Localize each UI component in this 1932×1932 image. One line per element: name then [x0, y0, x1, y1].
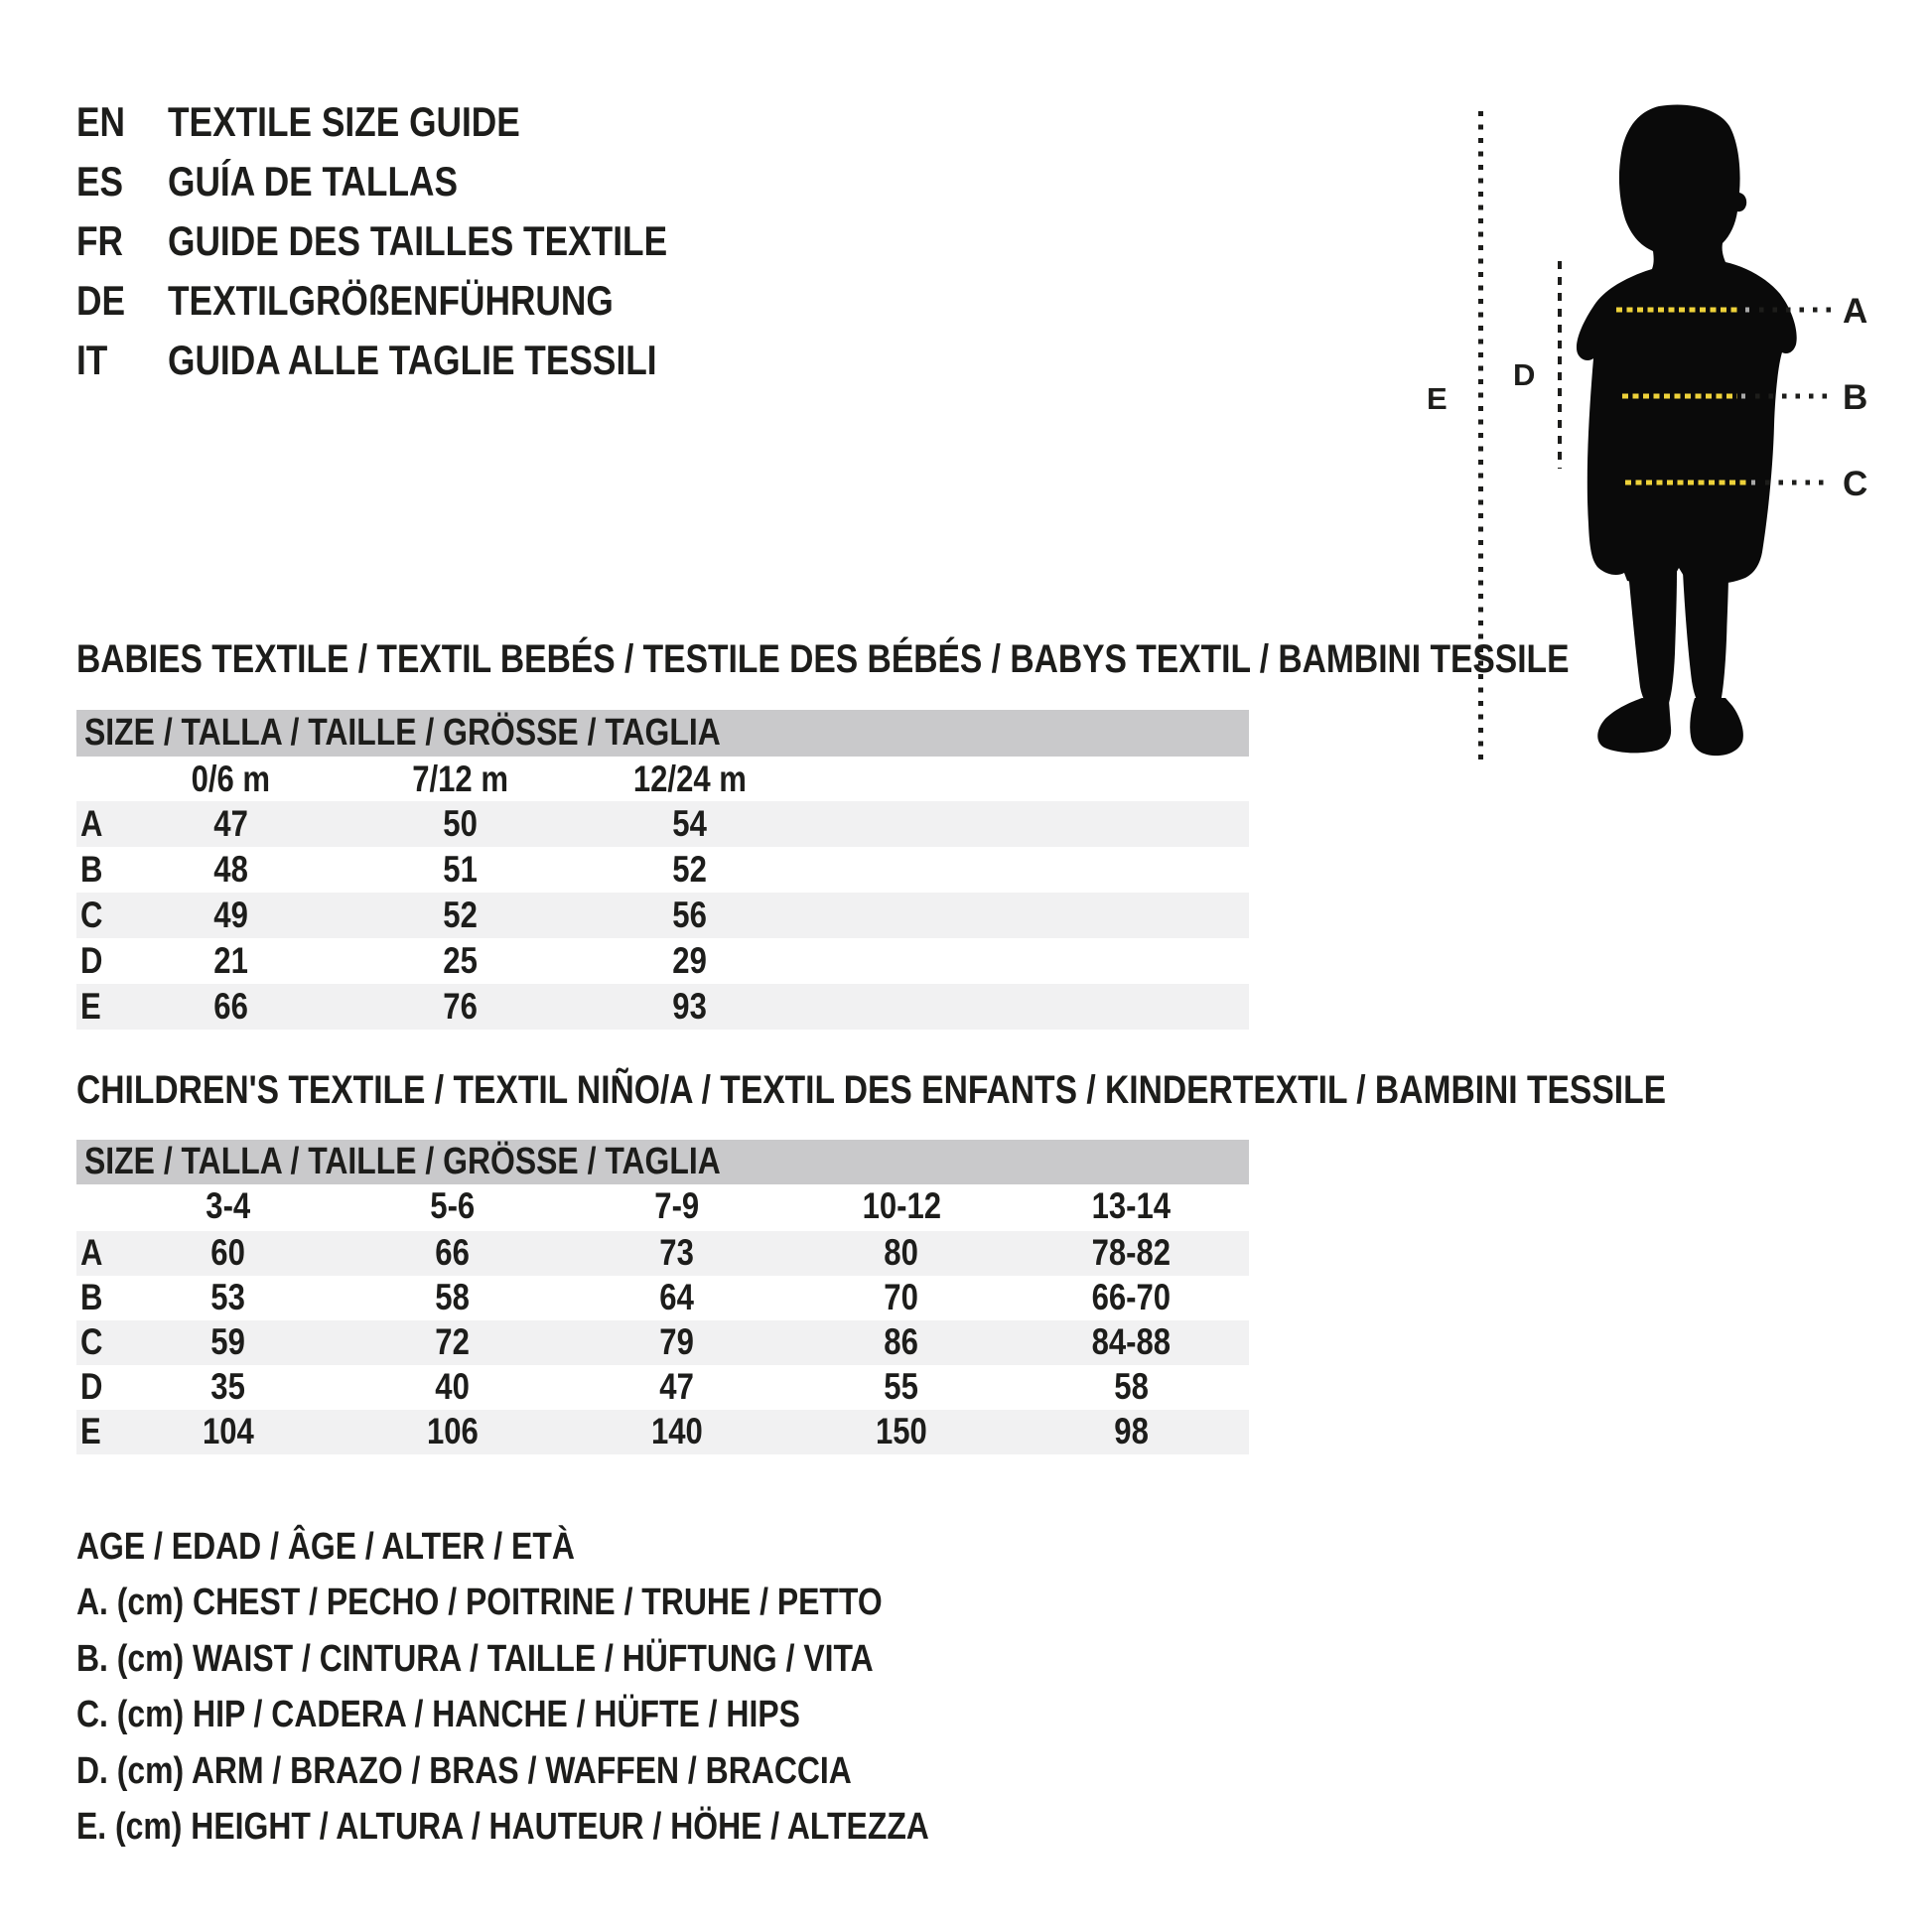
language-row-de — [76, 271, 762, 331]
table-cell: 72 — [435, 1320, 471, 1362]
table-cell: 40 — [435, 1365, 471, 1407]
children-column-header: 7-9 — [654, 1185, 700, 1227]
children-size-header-text: SIZE / TALLA / TAILLE / GRÖSSE / TAGLIA — [84, 1141, 721, 1182]
page-title-fr: GUIDE DES TAILLES TEXTILE — [168, 217, 668, 264]
babies-size-header-bar — [76, 710, 1249, 757]
measure-label-c: C — [1843, 465, 1868, 503]
babies-section-heading — [76, 637, 1854, 682]
row-label: A — [80, 1231, 103, 1273]
language-code-it: IT — [76, 337, 108, 383]
row-label: E — [80, 986, 101, 1027]
row-label: D — [80, 940, 103, 981]
table-cell: 54 — [672, 803, 707, 844]
table-cell: 52 — [443, 895, 478, 935]
page-title-es: GUÍA DE TALLAS — [168, 158, 459, 205]
measure-label-e: E — [1427, 381, 1448, 416]
babies-table-row-a — [76, 801, 1249, 847]
language-row-it — [76, 331, 762, 390]
babies-table-row-b — [76, 847, 1249, 893]
table-cell: 58 — [435, 1276, 471, 1317]
table-cell: 106 — [427, 1410, 479, 1451]
babies-table-row-d — [76, 938, 1249, 984]
table-cell: 53 — [210, 1276, 246, 1317]
row-label: B — [80, 1276, 103, 1317]
table-cell: 66 — [435, 1231, 471, 1273]
legend-line-age: AGE / EDAD / ÂGE / ALTER / ETÀ — [76, 1525, 575, 1568]
children-column-header: 5-6 — [430, 1185, 476, 1227]
babies-table-row-c — [76, 893, 1249, 938]
table-cell: 55 — [884, 1365, 919, 1407]
table-cell: 35 — [210, 1365, 246, 1407]
language-code-es: ES — [76, 158, 124, 205]
table-cell: 21 — [213, 940, 248, 981]
table-cell: 93 — [672, 986, 707, 1027]
children-table-row-d — [76, 1365, 1249, 1410]
table-cell: 56 — [672, 895, 707, 935]
row-label: B — [80, 849, 103, 890]
children-table-row-e — [76, 1410, 1249, 1454]
page-title-it: GUIDA ALLE TAGLIE TESSILI — [168, 337, 657, 383]
measure-label-a: A — [1843, 292, 1868, 331]
table-cell: 47 — [213, 803, 248, 844]
legend-line-hip: C. (cm) HIP / CADERA / HANCHE / HÜFTE / HIPS — [76, 1694, 800, 1736]
language-title-block — [76, 92, 762, 390]
language-code-fr: FR — [76, 217, 124, 264]
measure-label-d: D — [1513, 357, 1536, 392]
table-cell: 76 — [443, 986, 478, 1027]
table-cell: 60 — [210, 1231, 246, 1273]
table-cell: 64 — [659, 1276, 695, 1317]
table-cell: 79 — [659, 1320, 695, 1362]
row-label: C — [80, 895, 103, 935]
babies-column-header: 0/6 m — [191, 758, 271, 799]
table-cell: 50 — [443, 803, 478, 844]
babies-column-header-row — [76, 757, 1249, 801]
children-section-heading — [76, 1068, 1932, 1113]
table-cell: 48 — [213, 849, 248, 890]
measurement-legend — [76, 1519, 1091, 1856]
table-cell: 51 — [443, 849, 478, 890]
children-column-header-row — [76, 1184, 1249, 1231]
legend-line-arm: D. (cm) ARM / BRAZO / BRAS / WAFFEN / BRACCIA — [76, 1749, 852, 1792]
table-cell: 52 — [672, 849, 707, 890]
table-cell: 80 — [884, 1231, 919, 1273]
babies-column-header: 7/12 m — [412, 758, 508, 799]
table-cell: 78-82 — [1091, 1231, 1172, 1273]
babies-size-header-text: SIZE / TALLA / TAILLE / GRÖSSE / TAGLIA — [84, 712, 721, 754]
children-table-row-a — [76, 1231, 1249, 1276]
page-title-de: TEXTILGRÖßENFÜHRUNG — [168, 277, 614, 324]
table-cell: 84-88 — [1091, 1320, 1172, 1362]
table-cell: 49 — [213, 895, 248, 935]
babies-size-table — [76, 710, 1249, 1030]
babies-section-heading-text: BABIES TEXTILE / TEXTIL BEBÉS / TESTILE DES BÉBÉS / BABYS TEXTIL / BAMBINI TESSILE — [76, 637, 1570, 681]
legend-line-waist: B. (cm) WAIST / CINTURA / TAILLE / HÜFTUNG / VITA — [76, 1637, 874, 1680]
children-column-header: 10-12 — [862, 1185, 941, 1227]
children-section-heading-text: CHILDREN'S TEXTILE / TEXTIL NIÑO/A / TEXTIL DES ENFANTS / KINDERTEXTIL / BAMBINI TESSILE — [76, 1068, 1667, 1112]
language-row-en — [76, 92, 762, 152]
children-size-header-bar — [76, 1140, 1249, 1184]
babies-table-row-e — [76, 984, 1249, 1030]
legend-line-chest: A. (cm) CHEST / PECHO / POITRINE / TRUHE / PETTO — [76, 1582, 883, 1624]
children-size-table — [76, 1140, 1249, 1454]
measure-label-b: B — [1843, 378, 1868, 417]
table-cell: 66-70 — [1091, 1276, 1172, 1317]
table-cell: 59 — [210, 1320, 246, 1362]
table-cell: 73 — [659, 1231, 695, 1273]
language-code-en: EN — [76, 98, 126, 145]
children-column-header: 13-14 — [1091, 1185, 1172, 1227]
table-cell: 140 — [651, 1410, 703, 1451]
table-cell: 47 — [659, 1365, 695, 1407]
children-table-row-c — [76, 1320, 1249, 1365]
row-label: E — [80, 1410, 101, 1451]
language-code-de: DE — [76, 277, 126, 324]
children-column-header: 3-4 — [206, 1185, 251, 1227]
page-title-en: TEXTILE SIZE GUIDE — [168, 98, 520, 145]
table-cell: 150 — [876, 1410, 927, 1451]
table-cell: 58 — [1114, 1365, 1149, 1407]
row-label: D — [80, 1365, 103, 1407]
table-cell: 98 — [1114, 1410, 1149, 1451]
table-cell: 104 — [203, 1410, 254, 1451]
language-row-fr — [76, 211, 762, 271]
table-cell: 70 — [884, 1276, 919, 1317]
legend-line-height: E. (cm) HEIGHT / ALTURA / HAUTEUR / HÖHE / ALTEZZA — [76, 1806, 929, 1849]
babies-column-header: 12/24 m — [632, 758, 747, 799]
row-label: A — [80, 803, 103, 844]
table-cell: 29 — [672, 940, 707, 981]
language-row-es — [76, 152, 762, 211]
table-cell: 86 — [884, 1320, 919, 1362]
row-label: C — [80, 1320, 103, 1362]
table-cell: 25 — [443, 940, 478, 981]
children-table-row-b — [76, 1276, 1249, 1320]
table-cell: 66 — [213, 986, 248, 1027]
